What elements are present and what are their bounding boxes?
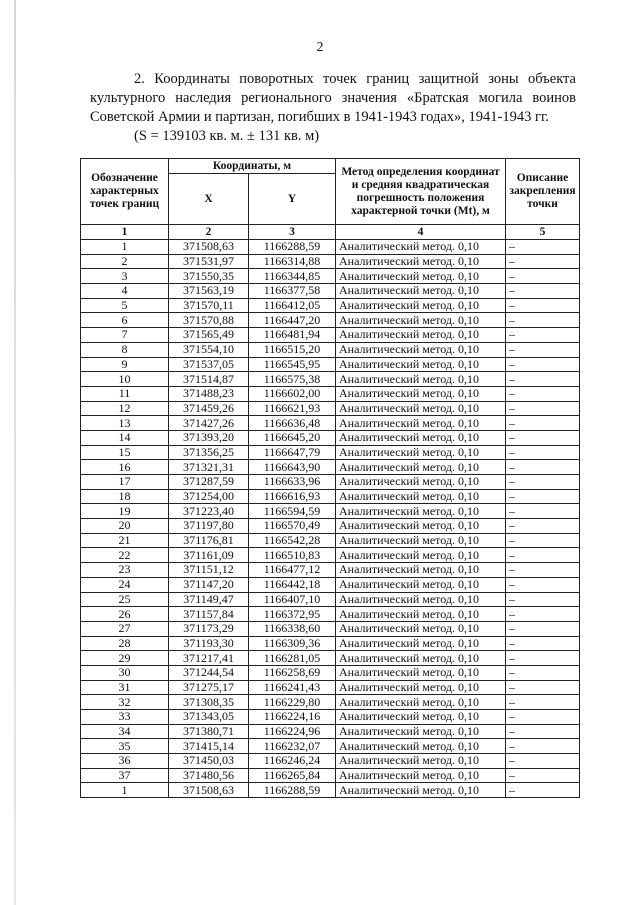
coord-y: 1166515,20 [249, 342, 336, 357]
header-method-text: Метод определения координат и средняя квадратическая погрешность положения характерной точки (Mt), м [341, 165, 500, 217]
point-number: 11 [81, 386, 169, 401]
column-number: 1 [81, 225, 169, 240]
table-row [81, 386, 580, 401]
coord-x: 371147,20 [169, 577, 249, 592]
description-cell: – [506, 298, 580, 313]
coord-y: 1166594,59 [249, 504, 336, 519]
point-number: 13 [81, 416, 169, 431]
method-cell: Аналитический метод. 0,10 [336, 269, 506, 284]
description-cell: – [506, 519, 580, 534]
table-row [81, 621, 580, 636]
table-row [81, 680, 580, 695]
coord-x: 371157,84 [169, 607, 249, 622]
coord-x: 371149,47 [169, 592, 249, 607]
description-cell: – [506, 695, 580, 710]
method-cell: Аналитический метод. 0,10 [336, 386, 506, 401]
method-cell: Аналитический метод. 0,10 [336, 563, 506, 578]
coord-x: 371570,11 [169, 298, 249, 313]
point-number: 6 [81, 313, 169, 328]
table-row [81, 504, 580, 519]
method-cell: Аналитический метод. 0,10 [336, 240, 506, 255]
coord-x: 371537,05 [169, 357, 249, 372]
table-row [81, 430, 580, 445]
method-cell: Аналитический метод. 0,10 [336, 284, 506, 299]
description-cell: – [506, 592, 580, 607]
coord-x: 371570,88 [169, 313, 249, 328]
table-row [81, 254, 580, 269]
coord-x: 371356,25 [169, 445, 249, 460]
method-cell: Аналитический метод. 0,10 [336, 548, 506, 563]
scan-edge [14, 0, 16, 905]
coord-y: 1166288,59 [249, 783, 336, 798]
coord-x: 371554,10 [169, 342, 249, 357]
method-cell: Аналитический метод. 0,10 [336, 475, 506, 490]
coord-y: 1166621,93 [249, 401, 336, 416]
method-cell: Аналитический метод. 0,10 [336, 754, 506, 769]
coord-x: 371151,12 [169, 563, 249, 578]
point-number: 31 [81, 680, 169, 695]
table-row [81, 768, 580, 783]
coord-x: 371287,59 [169, 475, 249, 490]
coord-y: 1166344,85 [249, 269, 336, 284]
header-x: X [169, 174, 249, 225]
coord-y: 1166447,20 [249, 313, 336, 328]
point-number: 28 [81, 636, 169, 651]
method-cell: Аналитический метод. 0,10 [336, 607, 506, 622]
table-row [81, 710, 580, 725]
header-desc: Описание закрепления точки [506, 159, 580, 225]
header-method [336, 159, 506, 225]
coord-x: 371565,49 [169, 328, 249, 343]
table-row [81, 651, 580, 666]
point-number: 32 [81, 695, 169, 710]
description-cell: – [506, 475, 580, 490]
method-cell: Аналитический метод. 0,10 [336, 768, 506, 783]
column-number: 3 [249, 225, 336, 240]
table-row [81, 563, 580, 578]
method-cell: Аналитический метод. 0,10 [336, 665, 506, 680]
method-cell: Аналитический метод. 0,10 [336, 592, 506, 607]
method-cell: Аналитический метод. 0,10 [336, 577, 506, 592]
point-number: 3 [81, 269, 169, 284]
description-cell: – [506, 607, 580, 622]
method-cell: Аналитический метод. 0,10 [336, 680, 506, 695]
column-number: 2 [169, 225, 249, 240]
description-cell: – [506, 533, 580, 548]
table-row [81, 489, 580, 504]
point-number: 2 [81, 254, 169, 269]
coord-y: 1166643,90 [249, 460, 336, 475]
heading-text: 2. Координаты поворотных точек границ защитной зоны объекта культурного наследия регионального значения «Братская могила воинов Советской Армии и партизан, погибших в 1941-1943 годах», 1941-1943 гг. [90, 71, 576, 125]
table-row [81, 783, 580, 798]
method-cell: Аналитический метод. 0,10 [336, 783, 506, 798]
table-row [81, 445, 580, 460]
coord-y: 1166241,43 [249, 680, 336, 695]
method-cell: Аналитический метод. 0,10 [336, 489, 506, 504]
table-row [81, 372, 580, 387]
table-body [81, 240, 580, 798]
description-cell: – [506, 563, 580, 578]
point-number: 22 [81, 548, 169, 563]
coord-x: 371173,29 [169, 621, 249, 636]
coord-x: 371380,71 [169, 724, 249, 739]
method-cell: Аналитический метод. 0,10 [336, 460, 506, 475]
coord-y: 1166633,96 [249, 475, 336, 490]
coord-y: 1166575,38 [249, 372, 336, 387]
coord-y: 1166258,69 [249, 665, 336, 680]
table-row [81, 636, 580, 651]
coord-x: 371308,35 [169, 695, 249, 710]
coord-x: 371415,14 [169, 739, 249, 754]
description-cell: – [506, 416, 580, 431]
page-number: 2 [316, 40, 324, 55]
coord-x: 371217,41 [169, 651, 249, 666]
coord-y: 1166372,95 [249, 607, 336, 622]
coord-x: 371427,26 [169, 416, 249, 431]
point-number: 25 [81, 592, 169, 607]
table-row [81, 592, 580, 607]
table-row [81, 284, 580, 299]
description-cell: – [506, 284, 580, 299]
coord-y: 1166412,05 [249, 298, 336, 313]
coord-y: 1166570,49 [249, 519, 336, 534]
description-cell: – [506, 754, 580, 769]
coord-y: 1166314,88 [249, 254, 336, 269]
method-cell: Аналитический метод. 0,10 [336, 621, 506, 636]
coord-y: 1166309,36 [249, 636, 336, 651]
method-cell: Аналитический метод. 0,10 [336, 651, 506, 666]
table-row [81, 475, 580, 490]
coord-x: 371508,63 [169, 783, 249, 798]
point-number: 18 [81, 489, 169, 504]
table-row [81, 533, 580, 548]
method-cell: Аналитический метод. 0,10 [336, 372, 506, 387]
point-number: 37 [81, 768, 169, 783]
coord-y: 1166377,58 [249, 284, 336, 299]
description-cell: – [506, 445, 580, 460]
point-number: 23 [81, 563, 169, 578]
coord-y: 1166481,94 [249, 328, 336, 343]
point-number: 30 [81, 665, 169, 680]
coord-x: 371450,03 [169, 754, 249, 769]
coord-x: 371563,19 [169, 284, 249, 299]
coord-x: 371343,05 [169, 710, 249, 725]
area-statement: (S = 139103 кв. м. ± 131 кв. м) [134, 128, 320, 144]
method-cell: Аналитический метод. 0,10 [336, 445, 506, 460]
point-number: 9 [81, 357, 169, 372]
description-cell: – [506, 386, 580, 401]
table-row [81, 739, 580, 754]
table-row [81, 548, 580, 563]
point-number: 12 [81, 401, 169, 416]
coord-y: 1166229,80 [249, 695, 336, 710]
point-number: 14 [81, 430, 169, 445]
point-number: 24 [81, 577, 169, 592]
table-row [81, 519, 580, 534]
coord-y: 1166246,24 [249, 754, 336, 769]
point-number: 1 [81, 240, 169, 255]
point-number: 21 [81, 533, 169, 548]
coord-x: 371161,09 [169, 548, 249, 563]
table-row [81, 607, 580, 622]
method-cell: Аналитический метод. 0,10 [336, 357, 506, 372]
description-cell: – [506, 489, 580, 504]
coord-x: 371459,26 [169, 401, 249, 416]
coord-y: 1166477,12 [249, 563, 336, 578]
description-cell: – [506, 269, 580, 284]
coord-x: 371244,54 [169, 665, 249, 680]
point-number: 10 [81, 372, 169, 387]
point-number: 5 [81, 298, 169, 313]
description-cell: – [506, 401, 580, 416]
point-number: 19 [81, 504, 169, 519]
description-cell: – [506, 724, 580, 739]
description-cell: – [506, 240, 580, 255]
coord-x: 371223,40 [169, 504, 249, 519]
coord-y: 1166338,60 [249, 621, 336, 636]
header-coords: Координаты, м [169, 159, 336, 174]
column-number: 5 [506, 225, 580, 240]
description-cell: – [506, 665, 580, 680]
column-number: 4 [336, 225, 506, 240]
table-row [81, 298, 580, 313]
coord-y: 1166224,16 [249, 710, 336, 725]
method-cell: Аналитический метод. 0,10 [336, 298, 506, 313]
table-row [81, 342, 580, 357]
coord-x: 371480,56 [169, 768, 249, 783]
coord-x: 371550,35 [169, 269, 249, 284]
table-row [81, 357, 580, 372]
description-cell: – [506, 357, 580, 372]
table-row [81, 269, 580, 284]
method-cell: Аналитический метод. 0,10 [336, 313, 506, 328]
description-cell: – [506, 783, 580, 798]
description-cell: – [506, 680, 580, 695]
coordinates-table [80, 158, 580, 798]
method-cell: Аналитический метод. 0,10 [336, 533, 506, 548]
table-row [81, 416, 580, 431]
coord-y: 1166265,84 [249, 768, 336, 783]
coord-y: 1166442,18 [249, 577, 336, 592]
point-number: 1 [81, 783, 169, 798]
table-row [81, 724, 580, 739]
point-number: 16 [81, 460, 169, 475]
coord-x: 371254,00 [169, 489, 249, 504]
description-cell: – [506, 313, 580, 328]
description-cell: – [506, 768, 580, 783]
point-number: 26 [81, 607, 169, 622]
point-number: 4 [81, 284, 169, 299]
point-number: 17 [81, 475, 169, 490]
method-cell: Аналитический метод. 0,10 [336, 328, 506, 343]
coord-y: 1166510,83 [249, 548, 336, 563]
header-point: Обозначение характерных точек границ [81, 159, 169, 225]
point-number: 20 [81, 519, 169, 534]
coord-x: 371275,17 [169, 680, 249, 695]
table-row [81, 313, 580, 328]
coord-y: 1166647,79 [249, 445, 336, 460]
description-cell: – [506, 577, 580, 592]
coord-x: 371393,20 [169, 430, 249, 445]
description-cell: – [506, 504, 580, 519]
table-row [81, 695, 580, 710]
coord-x: 371508,63 [169, 240, 249, 255]
coord-x: 371193,30 [169, 636, 249, 651]
coord-y: 1166224,96 [249, 724, 336, 739]
coord-y: 1166542,28 [249, 533, 336, 548]
point-number: 35 [81, 739, 169, 754]
description-cell: – [506, 710, 580, 725]
header-y: Y [249, 174, 336, 225]
description-cell: – [506, 430, 580, 445]
method-cell: Аналитический метод. 0,10 [336, 342, 506, 357]
table-row [81, 754, 580, 769]
method-cell: Аналитический метод. 0,10 [336, 416, 506, 431]
method-cell: Аналитический метод. 0,10 [336, 695, 506, 710]
coord-x: 371321,31 [169, 460, 249, 475]
point-number: 33 [81, 710, 169, 725]
method-cell: Аналитический метод. 0,10 [336, 254, 506, 269]
table-row [81, 401, 580, 416]
table-row [81, 460, 580, 475]
coord-y: 1166288,59 [249, 240, 336, 255]
coord-y: 1166281,05 [249, 651, 336, 666]
description-cell: – [506, 328, 580, 343]
point-number: 36 [81, 754, 169, 769]
coord-x: 371197,80 [169, 519, 249, 534]
coord-y: 1166545,95 [249, 357, 336, 372]
coord-y: 1166602,00 [249, 386, 336, 401]
coord-y: 1166636,48 [249, 416, 336, 431]
table-row [81, 240, 580, 255]
section-heading [90, 70, 576, 146]
method-cell: Аналитический метод. 0,10 [336, 430, 506, 445]
description-cell: – [506, 460, 580, 475]
method-cell: Аналитический метод. 0,10 [336, 724, 506, 739]
method-cell: Аналитический метод. 0,10 [336, 636, 506, 651]
table-row [81, 577, 580, 592]
table-row [81, 665, 580, 680]
description-cell: – [506, 342, 580, 357]
method-cell: Аналитический метод. 0,10 [336, 739, 506, 754]
description-cell: – [506, 254, 580, 269]
description-cell: – [506, 651, 580, 666]
point-number: 8 [81, 342, 169, 357]
point-number: 15 [81, 445, 169, 460]
description-cell: – [506, 372, 580, 387]
description-cell: – [506, 548, 580, 563]
method-cell: Аналитический метод. 0,10 [336, 519, 506, 534]
description-cell: – [506, 621, 580, 636]
coord-y: 1166616,93 [249, 489, 336, 504]
point-number: 27 [81, 621, 169, 636]
method-cell: Аналитический метод. 0,10 [336, 401, 506, 416]
coord-x: 371176,81 [169, 533, 249, 548]
description-cell: – [506, 636, 580, 651]
coord-x: 371488,23 [169, 386, 249, 401]
method-cell: Аналитический метод. 0,10 [336, 504, 506, 519]
point-number: 34 [81, 724, 169, 739]
coord-y: 1166407,10 [249, 592, 336, 607]
point-number: 7 [81, 328, 169, 343]
point-number: 29 [81, 651, 169, 666]
coord-x: 371514,87 [169, 372, 249, 387]
coord-x: 371531,97 [169, 254, 249, 269]
coord-y: 1166232,07 [249, 739, 336, 754]
table-row [81, 328, 580, 343]
coord-y: 1166645,20 [249, 430, 336, 445]
description-cell: – [506, 739, 580, 754]
method-cell: Аналитический метод. 0,10 [336, 710, 506, 725]
